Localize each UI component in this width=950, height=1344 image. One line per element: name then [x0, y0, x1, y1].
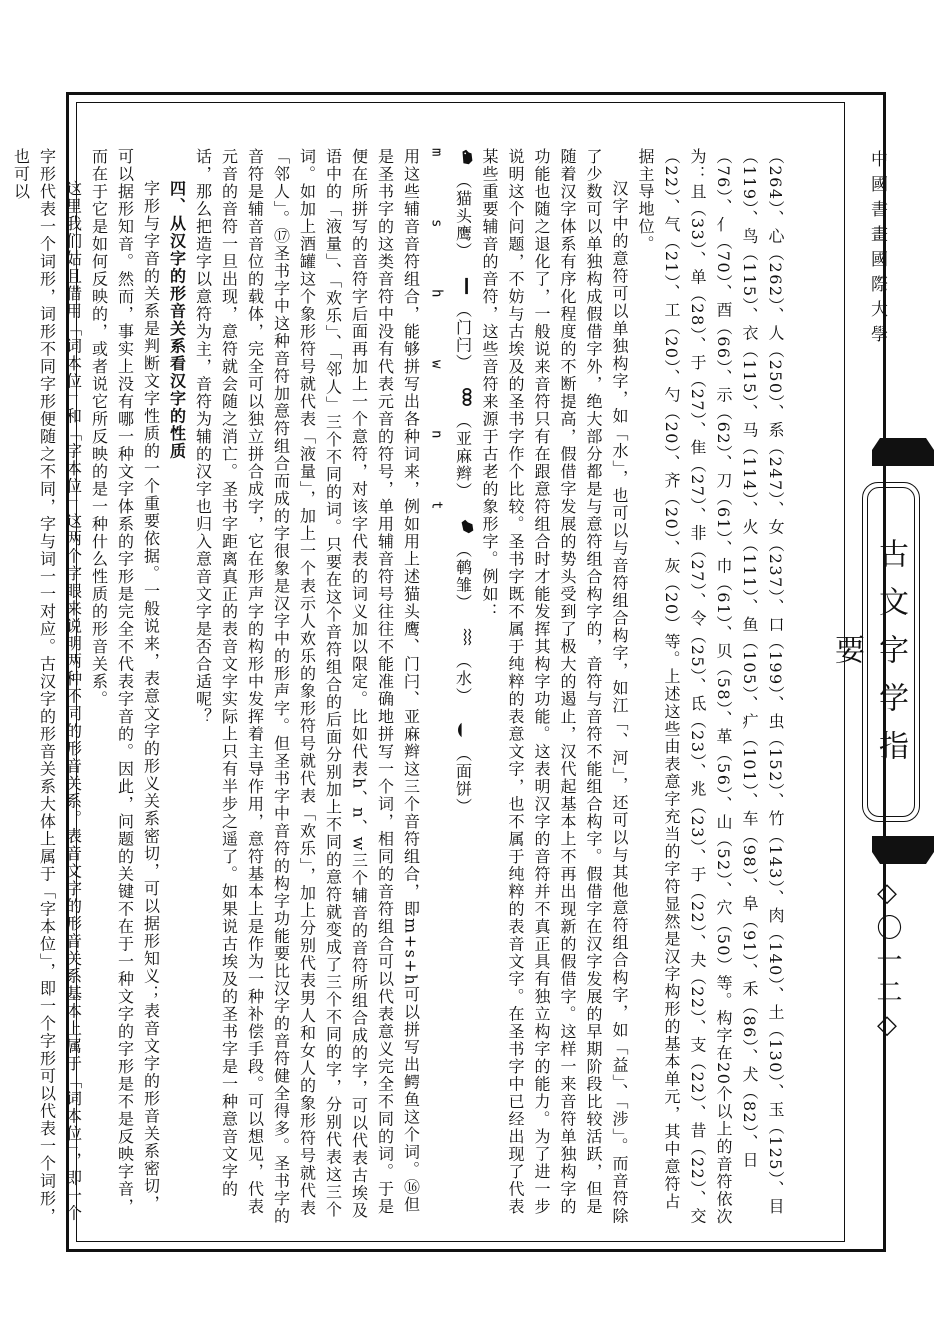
paragraph: （264）、心（262）、人（250）、系（247）、女（237）、口（199）、虫（152）、竹（143）、肉（140）、土（130）、玉（125）、目（119）、鸟（115）、衣（115）、马（114）、火（111）、鱼（105）、疒（101）、车（98）、阜（91）、禾（86）、犬（82）、日（76）、亻（70）、酉（66）、示（62）、刀（61）、巾（61）、贝（58）、革（56）、山（52）、穴（50）等。构字在20个以上的音符依次为：且（33）、单（28）、于（27）、隹（27）、非（27）、令（25）、氐（23）、兆（23）、于（22）、夬（22）、支（22）、昔（22）、交（22）、气（21）、工（20）、勺（20）、齐（20）、灰（20）等。上述这些由表意字充当的字符显然是汉字构形的基本单元，其中意符占据主导地位。 — [636, 148, 785, 1226]
glyph-label: （面饼） — [453, 746, 473, 817]
ornament-bar-bottom — [872, 836, 934, 870]
phoneme-letter: n — [428, 430, 445, 441]
chick-icon — [458, 517, 476, 535]
university-name: 中國書畫國際大學 — [867, 150, 887, 350]
glyph-label: （门闩） — [453, 301, 473, 372]
page-number: ◇〇一二◇ — [872, 878, 902, 1046]
hieroglyph-row — [450, 148, 477, 1228]
phoneme-letter: h — [428, 289, 445, 299]
glyph-label: （亚麻辫） — [453, 412, 473, 500]
hieroglyph-water — [450, 628, 477, 705]
flax-braid-icon — [458, 388, 476, 406]
door-bolt-icon — [458, 277, 476, 295]
hieroglyph-bread — [450, 721, 477, 816]
book-title: 古文字学指要 — [829, 538, 908, 778]
phoneme-row — [424, 148, 450, 1228]
phoneme-letter: w — [428, 359, 445, 370]
section-heading: 四、从汉字的形音关系看汉字的性质 — [167, 180, 187, 460]
glyph-label: （鹌雏） — [453, 541, 473, 612]
glyph-label: （水） — [453, 652, 473, 705]
bread-icon — [458, 721, 476, 739]
glyph-label: （猫头鹰） — [453, 172, 473, 261]
hieroglyph-flax — [450, 388, 477, 500]
paragraph: 汉字中的意符可以单独构字，如「水」，也可以与音符组合构字，如江「、河」，还可以与其他意符组合构字，如「益」、「涉」。而音符除了少数可以单独构成假借字外，绝大部分都是与意符组合构字的，音符与音符不能组合构字。假借字在汉字发展的早期阶段比较活跃，但是随着汉字体系有序化程度的不断提高，假借字发展的势头受到了极大的遏止，汉代起基本上不再出现新的假借字。这样一来音符单独构字的功能也随之退化了，一般说来音符只有在跟意符组合时才能发挥其构字功能。这表明汉字的音符并不真正具有独立构字的能力。为了进一步说明这个问题，不妨与古埃及的圣书字作个比较。圣书字既不属于纯粹的表意文字，也不属于纯粹的表音文字。在圣书字中已经出现了代表某些重要辅音的音符，这些音符来源于古老的象形字。例如： — [480, 148, 629, 1225]
hieroglyph-owl — [450, 148, 477, 260]
hieroglyph-chick — [450, 517, 477, 612]
phoneme-letter: m — [428, 148, 445, 158]
phoneme-letter: s — [428, 218, 445, 229]
paragraph: 字形与字音的关系是判断文字性质的一个重要依据。一般说来，表意文字的形义关系密切，可以据形知义；表音文字的形音关系密切，可以据形知音。然而，事实上没有哪一种文字体系的字形是完全不代表字音的。因此，问题的关键不在于一种文字的字形是不是反映字音，而在于它是如何反映的，或者说它所反映的是一种什么性质的形音关系。 — [89, 148, 161, 1216]
hieroglyph-bolt — [450, 277, 477, 372]
paragraph: 用这些辅音音符组合，能够拼写出各种词来，例如用上述猫头鹰、门闩、亚麻辫这三个音符组合，即m+s+h可以拼写出鳄鱼这个词。⑯但是圣书字的这类音符中没有代表元音的符号，单用辅音符号往往不能准确地拼写一个词，相同的音符组合可以代表意义完全不同的词。于是便在所拼写的音符字后面再加上一个意符，对该字代表的词义加以限定。比如代表h、n、w三个辅音的音符所组合成的字，可以代表古埃及语中的「液量」、「欢乐」、「邻人」三个不同的词。只要在这个音符组合的后面分别加上不同的意符就变成了三个不同的字，分别代表这三个词。如加上酒罐这个象形符号就代表「液量」，加上一个表示人欢乐的象形符号就代表「欢乐」，加上分别代表男人和女人的象形符号就代表「邻人」。⑰圣书字中这种音符加意符组合而成的字很象是汉字中的形声字。但圣书字中音符的构字功能要比汉字的音符健全得多。圣书字的音符是辅音音位的载体，完全可以独立拼合成字，它在形声字的构形中发挥着主导作用，意符基本上是作为一种补偿手段。可以想见，代表元音的音符一旦出现，意符就会随之消亡。圣书字距离真正的表音文字实际上只有半步之遥了。如果说古埃及的圣书字是一种意音文字的话，那么把造字以意符为主，音符为辅的汉字也归入意音文字是否合适呢？ — [193, 148, 421, 1225]
water-icon — [458, 628, 476, 646]
phoneme-letter: t — [428, 500, 445, 511]
body-text — [11, 148, 788, 1228]
paragraph: 这里我们姑且借用「词本位」和「字本位」这两个字眼来说明两种不同的形音关系。表音文字的形音关系基本上属于「词本位」，即一个字形代表一个词形，词形不同字形便随之不同，字与词一一对应。古汉字的形音关系大体上属于「字本位」，即一个字形可以代表一个词形，也可以 — [11, 148, 83, 1225]
ornament-bar-top — [872, 432, 934, 466]
owl-icon — [458, 148, 476, 166]
